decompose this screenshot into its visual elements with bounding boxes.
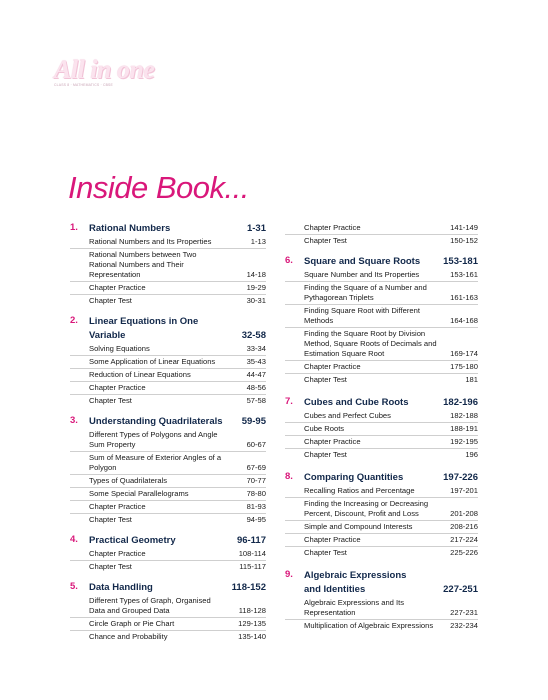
chapter-title-line: and Identities xyxy=(304,584,366,595)
toc-left-column xyxy=(70,222,266,643)
toc-entry-pages: 225-226 xyxy=(450,548,478,557)
toc-entry xyxy=(285,449,478,461)
toc-entry-pages: 78-80 xyxy=(246,489,266,498)
chapter-number: 5. xyxy=(70,581,78,592)
toc-entry-label: Chapter Test xyxy=(89,562,132,571)
chapter-number: 3. xyxy=(70,415,78,426)
toc-entry-pages: 164-168 xyxy=(450,316,478,325)
toc-entry-pages: 201-208 xyxy=(450,509,478,518)
toc-entry-pages: 30-31 xyxy=(246,296,266,305)
toc-entry-pages: 35-43 xyxy=(246,357,266,366)
toc-entry xyxy=(70,631,266,643)
toc-entry xyxy=(70,295,266,307)
toc-entry-label: Chapter Test xyxy=(304,450,347,459)
page-title: Inside Book... xyxy=(68,170,249,205)
chapter-title-line: Practical Geometry xyxy=(89,535,176,546)
toc-entry-label: Finding the Square of a Number and Pythagorean Triplets xyxy=(304,283,427,302)
chapter-title-line: Understanding Quadrilaterals xyxy=(89,416,223,427)
toc-entry-pages: 208-216 xyxy=(450,522,478,531)
toc-entry xyxy=(70,475,266,488)
chapter-title xyxy=(89,222,170,236)
toc-chapter xyxy=(70,222,266,307)
toc-entry-pages: 182-188 xyxy=(450,411,478,420)
toc-entry-label: Cubes and Perfect Cubes xyxy=(304,411,391,420)
toc-entry xyxy=(70,356,266,369)
toc-entry xyxy=(285,328,478,361)
chapter-title-line: Variable xyxy=(89,330,126,341)
chapter-heading xyxy=(70,581,266,595)
chapter-pages: 227-251 xyxy=(443,584,478,595)
chapter-number: 7. xyxy=(285,396,293,407)
toc-entry-label: Circle Graph or Pie Chart xyxy=(89,619,175,628)
toc-entry xyxy=(285,597,478,620)
chapter-heading xyxy=(285,569,478,597)
toc-entry xyxy=(285,620,478,632)
toc-entry xyxy=(285,485,478,498)
toc-entry xyxy=(285,547,478,559)
toc-entry xyxy=(285,521,478,534)
toc-entry xyxy=(70,382,266,395)
toc-entry-label: Finding Square Root with Different Methods xyxy=(304,306,420,325)
chapter-heading xyxy=(285,255,478,269)
chapter-title xyxy=(89,534,176,548)
toc-entry-pages: 232-234 xyxy=(450,621,478,630)
toc-entry-label: Finding the Increasing or Decreasing Percent, Discount, Profit and Loss xyxy=(304,499,429,518)
toc-entry-label: Multiplication of Algebraic Expressions xyxy=(304,621,434,630)
chapter-pages: 96-117 xyxy=(236,535,266,546)
toc-entry xyxy=(285,235,478,247)
toc-entry-pages: 67-69 xyxy=(246,463,266,472)
toc-entry-pages: 150-152 xyxy=(450,236,478,245)
toc-entry xyxy=(70,595,266,618)
chapter-number: 4. xyxy=(70,534,78,545)
toc-entry-label: Types of Quadrilaterals xyxy=(89,476,168,485)
toc-entry xyxy=(70,395,266,407)
toc-entry-pages: 81-93 xyxy=(246,502,266,511)
toc-entry-label: Chapter Test xyxy=(89,396,132,405)
toc-right-column xyxy=(285,222,478,632)
toc-entry-label: Chapter Practice xyxy=(304,535,361,544)
toc-entry xyxy=(70,249,266,282)
toc-entry-label: Chapter Practice xyxy=(89,283,146,292)
toc-entry-label: Rational Numbers between Two Rational Numbers and Their Representation xyxy=(89,250,197,279)
chapter-number: 6. xyxy=(285,255,293,266)
toc-entry-pages: 129-135 xyxy=(238,619,266,628)
chapter-number: 8. xyxy=(285,471,293,482)
toc-entry-label: Chapter Test xyxy=(304,375,347,384)
logo-tagline: CLASS 8 · MATHEMATICS · CBSE xyxy=(54,83,113,87)
chapter-title xyxy=(304,471,403,485)
toc-entry xyxy=(70,343,266,356)
toc-entry xyxy=(70,501,266,514)
toc-chapter xyxy=(70,315,266,407)
toc-entry-label: Simple and Compound Interests xyxy=(304,522,413,531)
toc-entry-label: Chapter Practice xyxy=(89,502,146,511)
chapter-title-line: Data Handling xyxy=(89,582,153,593)
chapter-pages: 118-152 xyxy=(231,582,266,593)
toc-entry-label: Recalling Ratios and Percentage xyxy=(304,486,415,495)
chapter-pages: 59-95 xyxy=(241,416,266,427)
toc-entry-pages: 217-224 xyxy=(450,535,478,544)
toc-entry-pages: 227-231 xyxy=(450,608,478,617)
toc-entry-label: Cube Roots xyxy=(304,424,345,433)
toc-chapter xyxy=(285,471,478,559)
toc-entry-label: Chapter Practice xyxy=(304,223,361,232)
chapter-pages: 153-181 xyxy=(443,256,478,267)
chapter-title xyxy=(89,581,153,595)
toc-chapter xyxy=(285,569,478,632)
toc-entry-label: Some Application of Linear Equations xyxy=(89,357,216,366)
toc-entry xyxy=(285,222,478,235)
toc-entry-label: Chapter Practice xyxy=(89,549,146,558)
chapter-heading xyxy=(70,534,266,548)
toc-entry-pages: 196 xyxy=(465,450,478,459)
toc-chapter xyxy=(285,396,478,461)
toc-entry xyxy=(70,618,266,631)
toc-entry-pages: 115-117 xyxy=(239,562,266,571)
toc-entry xyxy=(285,282,478,305)
chapter-title-line: Rational Numbers xyxy=(89,223,171,234)
chapter-title xyxy=(304,569,406,597)
chapter-title xyxy=(304,255,420,269)
toc-entry-label: Chapter Practice xyxy=(304,437,361,446)
toc-entry-pages: 169-174 xyxy=(450,349,478,358)
toc-entry-label: Different Types of Polygons and Angle Sum Property xyxy=(89,430,218,449)
toc-entry-pages: 1-13 xyxy=(250,237,266,246)
toc-entry-pages: 14-18 xyxy=(246,270,266,279)
toc-entry-label: Square Number and Its Properties xyxy=(304,270,420,279)
chapter-title xyxy=(89,315,198,343)
toc-entry xyxy=(285,498,478,521)
toc-entry xyxy=(285,410,478,423)
toc-entry-label: Reduction of Linear Equations xyxy=(89,370,191,379)
toc-entry xyxy=(285,305,478,328)
toc-entry-label: Some Special Parallelograms xyxy=(89,489,189,498)
toc-entry xyxy=(285,423,478,436)
toc-entry xyxy=(70,452,266,475)
toc-entry-label: Chapter Practice xyxy=(89,383,146,392)
chapter-heading xyxy=(285,396,478,410)
toc-chapter xyxy=(70,534,266,573)
chapter-number: 1. xyxy=(70,222,78,233)
chapter-heading xyxy=(70,415,266,429)
toc-entry-pages: 197-201 xyxy=(450,486,478,495)
toc-entry-label: Chance and Probability xyxy=(89,632,168,641)
toc-entry-pages: 57-58 xyxy=(246,396,266,405)
toc-entry-label: Algebraic Expressions and Its Representation xyxy=(304,598,405,617)
chapter-pages: 182-196 xyxy=(443,397,478,408)
toc-chapter xyxy=(70,415,266,526)
toc-entry xyxy=(70,282,266,295)
chapter-title xyxy=(304,396,409,410)
toc-entry-pages: 19-29 xyxy=(246,283,266,292)
toc-entry-label: Finding the Square Root by Division Method, Square Roots of Decimals and Estimation Square Root xyxy=(304,329,437,358)
toc-entry-pages: 94-95 xyxy=(246,515,266,524)
toc-entry xyxy=(285,361,478,374)
chapter-title xyxy=(89,415,223,429)
toc-entry-label: Different Types of Graph, Organised Data and Grouped Data xyxy=(89,596,211,615)
toc-entry-label: Chapter Test xyxy=(304,548,347,557)
toc-entry xyxy=(70,488,266,501)
toc-entry xyxy=(70,429,266,452)
toc-chapter xyxy=(285,255,478,386)
chapter-title-line: Linear Equations in One xyxy=(89,316,199,327)
chapter-title-line: Cubes and Cube Roots xyxy=(304,397,409,408)
toc-entry-pages: 33-34 xyxy=(246,344,266,353)
toc-entry xyxy=(285,269,478,282)
chapter-number: 2. xyxy=(70,315,78,326)
toc-entry xyxy=(70,561,266,573)
publisher-logo xyxy=(54,56,194,96)
toc-entry-label: Rational Numbers and Its Properties xyxy=(89,237,212,246)
toc-entry-pages: 141-149 xyxy=(450,223,478,232)
chapter-pages: 1-31 xyxy=(246,223,266,234)
toc-chapter xyxy=(285,222,478,247)
chapter-title-line: Square and Square Roots xyxy=(304,256,421,267)
toc-entry-label: Chapter Test xyxy=(89,296,132,305)
chapter-heading xyxy=(285,471,478,485)
toc-entry-pages: 70-77 xyxy=(246,476,266,485)
toc-entry xyxy=(70,514,266,526)
toc-entry-label: Chapter Test xyxy=(304,236,347,245)
toc-entry-label: Chapter Practice xyxy=(304,362,361,371)
toc-entry-pages: 60-67 xyxy=(246,440,266,449)
toc-entry-pages: 161-163 xyxy=(450,293,478,302)
toc-entry xyxy=(70,369,266,382)
toc-entry-label: Sum of Measure of Exterior Angles of a Polygon xyxy=(89,453,222,472)
toc-entry-pages: 118-128 xyxy=(238,606,266,615)
toc-entry-pages: 48-56 xyxy=(246,383,266,392)
toc-entry-pages: 188-191 xyxy=(450,424,478,433)
toc-entry-pages: 108-114 xyxy=(238,549,266,558)
logo-text: All in one xyxy=(54,55,155,84)
chapter-heading xyxy=(70,315,266,343)
toc-entry-label: Chapter Test xyxy=(89,515,132,524)
toc-entry xyxy=(70,236,266,249)
toc-chapter xyxy=(70,581,266,643)
chapter-number: 9. xyxy=(285,569,293,580)
toc-entry xyxy=(285,534,478,547)
chapter-pages: 32-58 xyxy=(241,330,266,341)
toc-entry-pages: 181 xyxy=(465,375,478,384)
toc-entry-pages: 135-140 xyxy=(238,632,266,641)
toc-entry-pages: 192-195 xyxy=(450,437,478,446)
toc-entry xyxy=(285,436,478,449)
toc-entry xyxy=(70,548,266,561)
toc-entry-pages: 175-180 xyxy=(450,362,478,371)
chapter-heading xyxy=(70,222,266,236)
toc-entry-pages: 44-47 xyxy=(246,370,266,379)
toc-entry-label: Solving Equations xyxy=(89,344,150,353)
chapter-title-line: Algebraic Expressions xyxy=(304,570,407,581)
toc-entry-pages: 153-161 xyxy=(450,270,478,279)
toc-entry xyxy=(285,374,478,386)
chapter-title-line: Comparing Quantities xyxy=(304,472,404,483)
chapter-pages: 197-226 xyxy=(443,472,478,483)
